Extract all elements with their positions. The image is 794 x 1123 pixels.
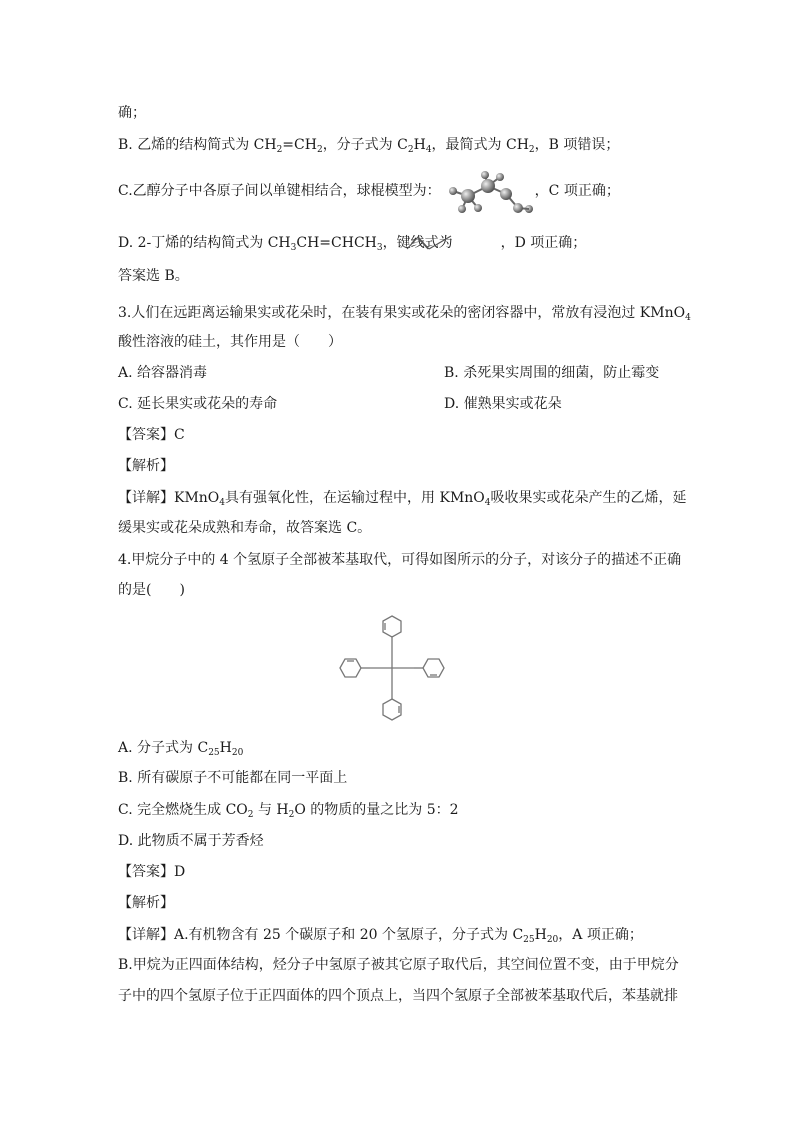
question-4-option-b: B. 所有碳原子不可能都在同一平面上 [118, 770, 348, 786]
option-c-explanation: C.乙醇分子中各原子间以单键相结合，球棍模型为： ，C 项正确； [118, 183, 620, 199]
question-4-analysis: 【解析】 [118, 895, 174, 911]
option-b-explanation: B. 乙烯的结构简式为 $CH_2=CH_2$，分子式为 $C_2H_4$，最简式为 $CH_2$，B 项错误； [118, 137, 620, 155]
question-4-detail: 【详解】A.有机物含有 25 个碳原子和 20 个氢原子，分子式为 $C_{25}H_{20}$，A 项正确； [118, 927, 643, 945]
question-4-option-a: A. 分子式为 $C_{25}H_{20}$ [118, 740, 244, 758]
question-3-stem: 3.人们在远距离运输果实或花朵时，在装有果实或花朵的密闭容器中，常放有浸泡过 KMnO$_4$ [118, 305, 691, 323]
option-d-explanation: D. 2-丁烯的结构简式为 $CH_3CH=CHCH_3$，键线式为 ，D 项正确； [118, 235, 587, 253]
question-4-stem: 4.甲烷分子中的 4 个氢原子全部被苯基取代，可得如图所示的分子，对该分子的描述不正确 [118, 552, 682, 568]
question-3-stem-cont: 酸性溶液的硅土，其作用是（ ） [118, 334, 342, 350]
question-4-option-d: D. 此物质不属于芳香烃 [118, 833, 264, 849]
text-line: 确； [118, 105, 146, 121]
question-3-detail-cont: 缓果实或花朵成熟和寿命，故答案选 C。 [118, 520, 372, 536]
question-4-answer: 【答案】D [118, 864, 186, 880]
question-3-option-c: C. 延长果实或花朵的寿命 [118, 396, 278, 412]
question-3-answer: 【答案】C [118, 427, 185, 443]
answer-note: 答案选 B。 [118, 268, 189, 284]
question-3-option-d: D. 催熟果实或花朵 [444, 396, 562, 412]
question-3-option-b: B. 杀死果实周围的细菌，防止霉变 [444, 365, 660, 381]
2-butene-skeletal-formula-icon [405, 234, 455, 252]
question-4-stem-cont: 的是( ) [118, 582, 185, 598]
ethanol-ball-stick-model-icon [444, 170, 536, 216]
question-3-detail: 【详解】KMnO$_4$具有强氧化性，在运输过程中，用 KMnO$_4$吸收果实或花朵产生的乙烯，延 [118, 490, 687, 508]
question-3-analysis: 【解析】 [118, 458, 174, 474]
question-4-option-c: C. 完全燃烧生成 $CO_2$ 与 $H_2O$ 的物质的量之比为 5：2 [118, 802, 459, 820]
question-3-option-a: A. 给容器消毒 [118, 365, 208, 381]
question-4-detail-cont: B.甲烷为正四面体结构，烃分子中氢原子被其它原子取代后，其空间位置不变，由于甲烷分 [118, 957, 679, 973]
question-4-detail-cont: 子中的四个氢原子位于正四面体的四个顶点上，当四个氢原子全部被苯基取代后，苯基就排 [118, 988, 678, 1004]
tetraphenylmethane-structure-icon [336, 612, 448, 724]
